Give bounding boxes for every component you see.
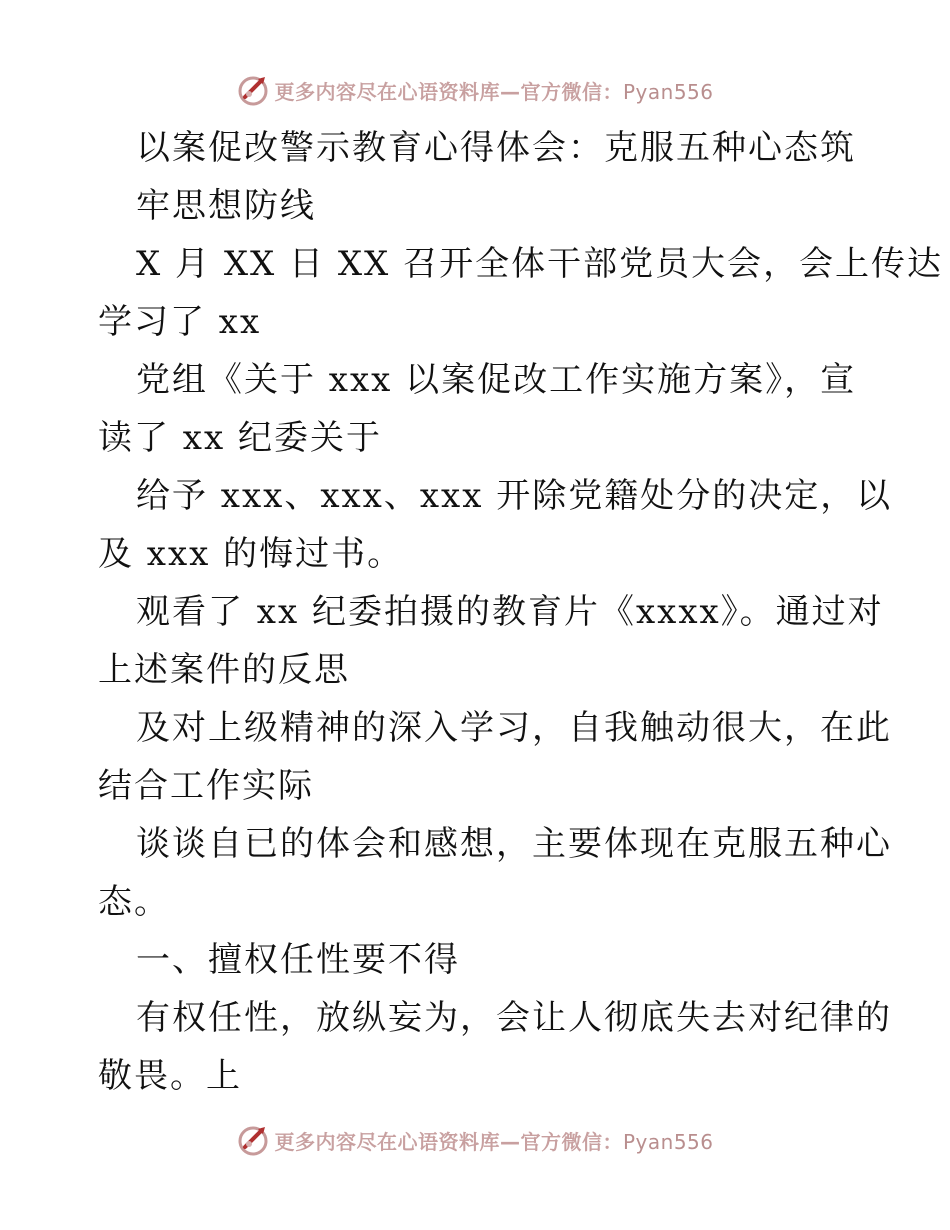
text-line: 学习了 xx [98,302,262,342]
brand-logo-icon [236,73,270,107]
text-line: 党组《关于 xxx 以案促改工作实施方案》，宣 [136,360,857,400]
wechat-id: Pyan556 [622,1129,714,1154]
title-line-1: 以案促改警示教育心得体会：克服五种心态筑 [136,128,856,168]
text-line: 结合工作实际 [98,766,314,806]
section-heading: 一、擅权任性要不得 [136,940,460,980]
text-line: 敬畏。上 [98,1056,242,1096]
title-line-2: 牢思想防线 [136,186,316,226]
text-line: X 月 XX 日 XX 召开全体干部党员大会，会上传达 [136,244,944,284]
text-line: 上述案件的反思 [98,650,350,690]
text-line: 观看了 xx 纪委拍摄的教育片《xxxx》。通过对 [136,592,884,632]
footer-banner-text: 更多内容尽在心语资料库—官方微信：Pyan556 [274,1129,714,1154]
text-line: 谈谈自已的体会和感想，主要体现在克服五种心 [136,824,892,864]
header-banner [0,70,950,110]
text-line: 读了 xx 纪委关于 [98,418,382,458]
text-line: 及对上级精神的深入学习，自我触动很大，在此 [136,708,892,748]
header-banner-text: 更多内容尽在心语资料库—官方微信：Pyan556 [274,79,714,104]
wechat-id: Pyan556 [622,79,714,104]
brand-logo-icon [236,1123,270,1157]
footer-banner [0,1120,950,1160]
text-line: 给予 xxx、xxx、xxx 开除党籍处分的决定，以 [136,476,893,516]
text-line: 有权任性，放纵妄为，会让人彻底失去对纪律的 [136,998,892,1038]
text-line: 及 xxx 的悔过书。 [98,534,404,574]
text-line: 态。 [98,882,170,922]
